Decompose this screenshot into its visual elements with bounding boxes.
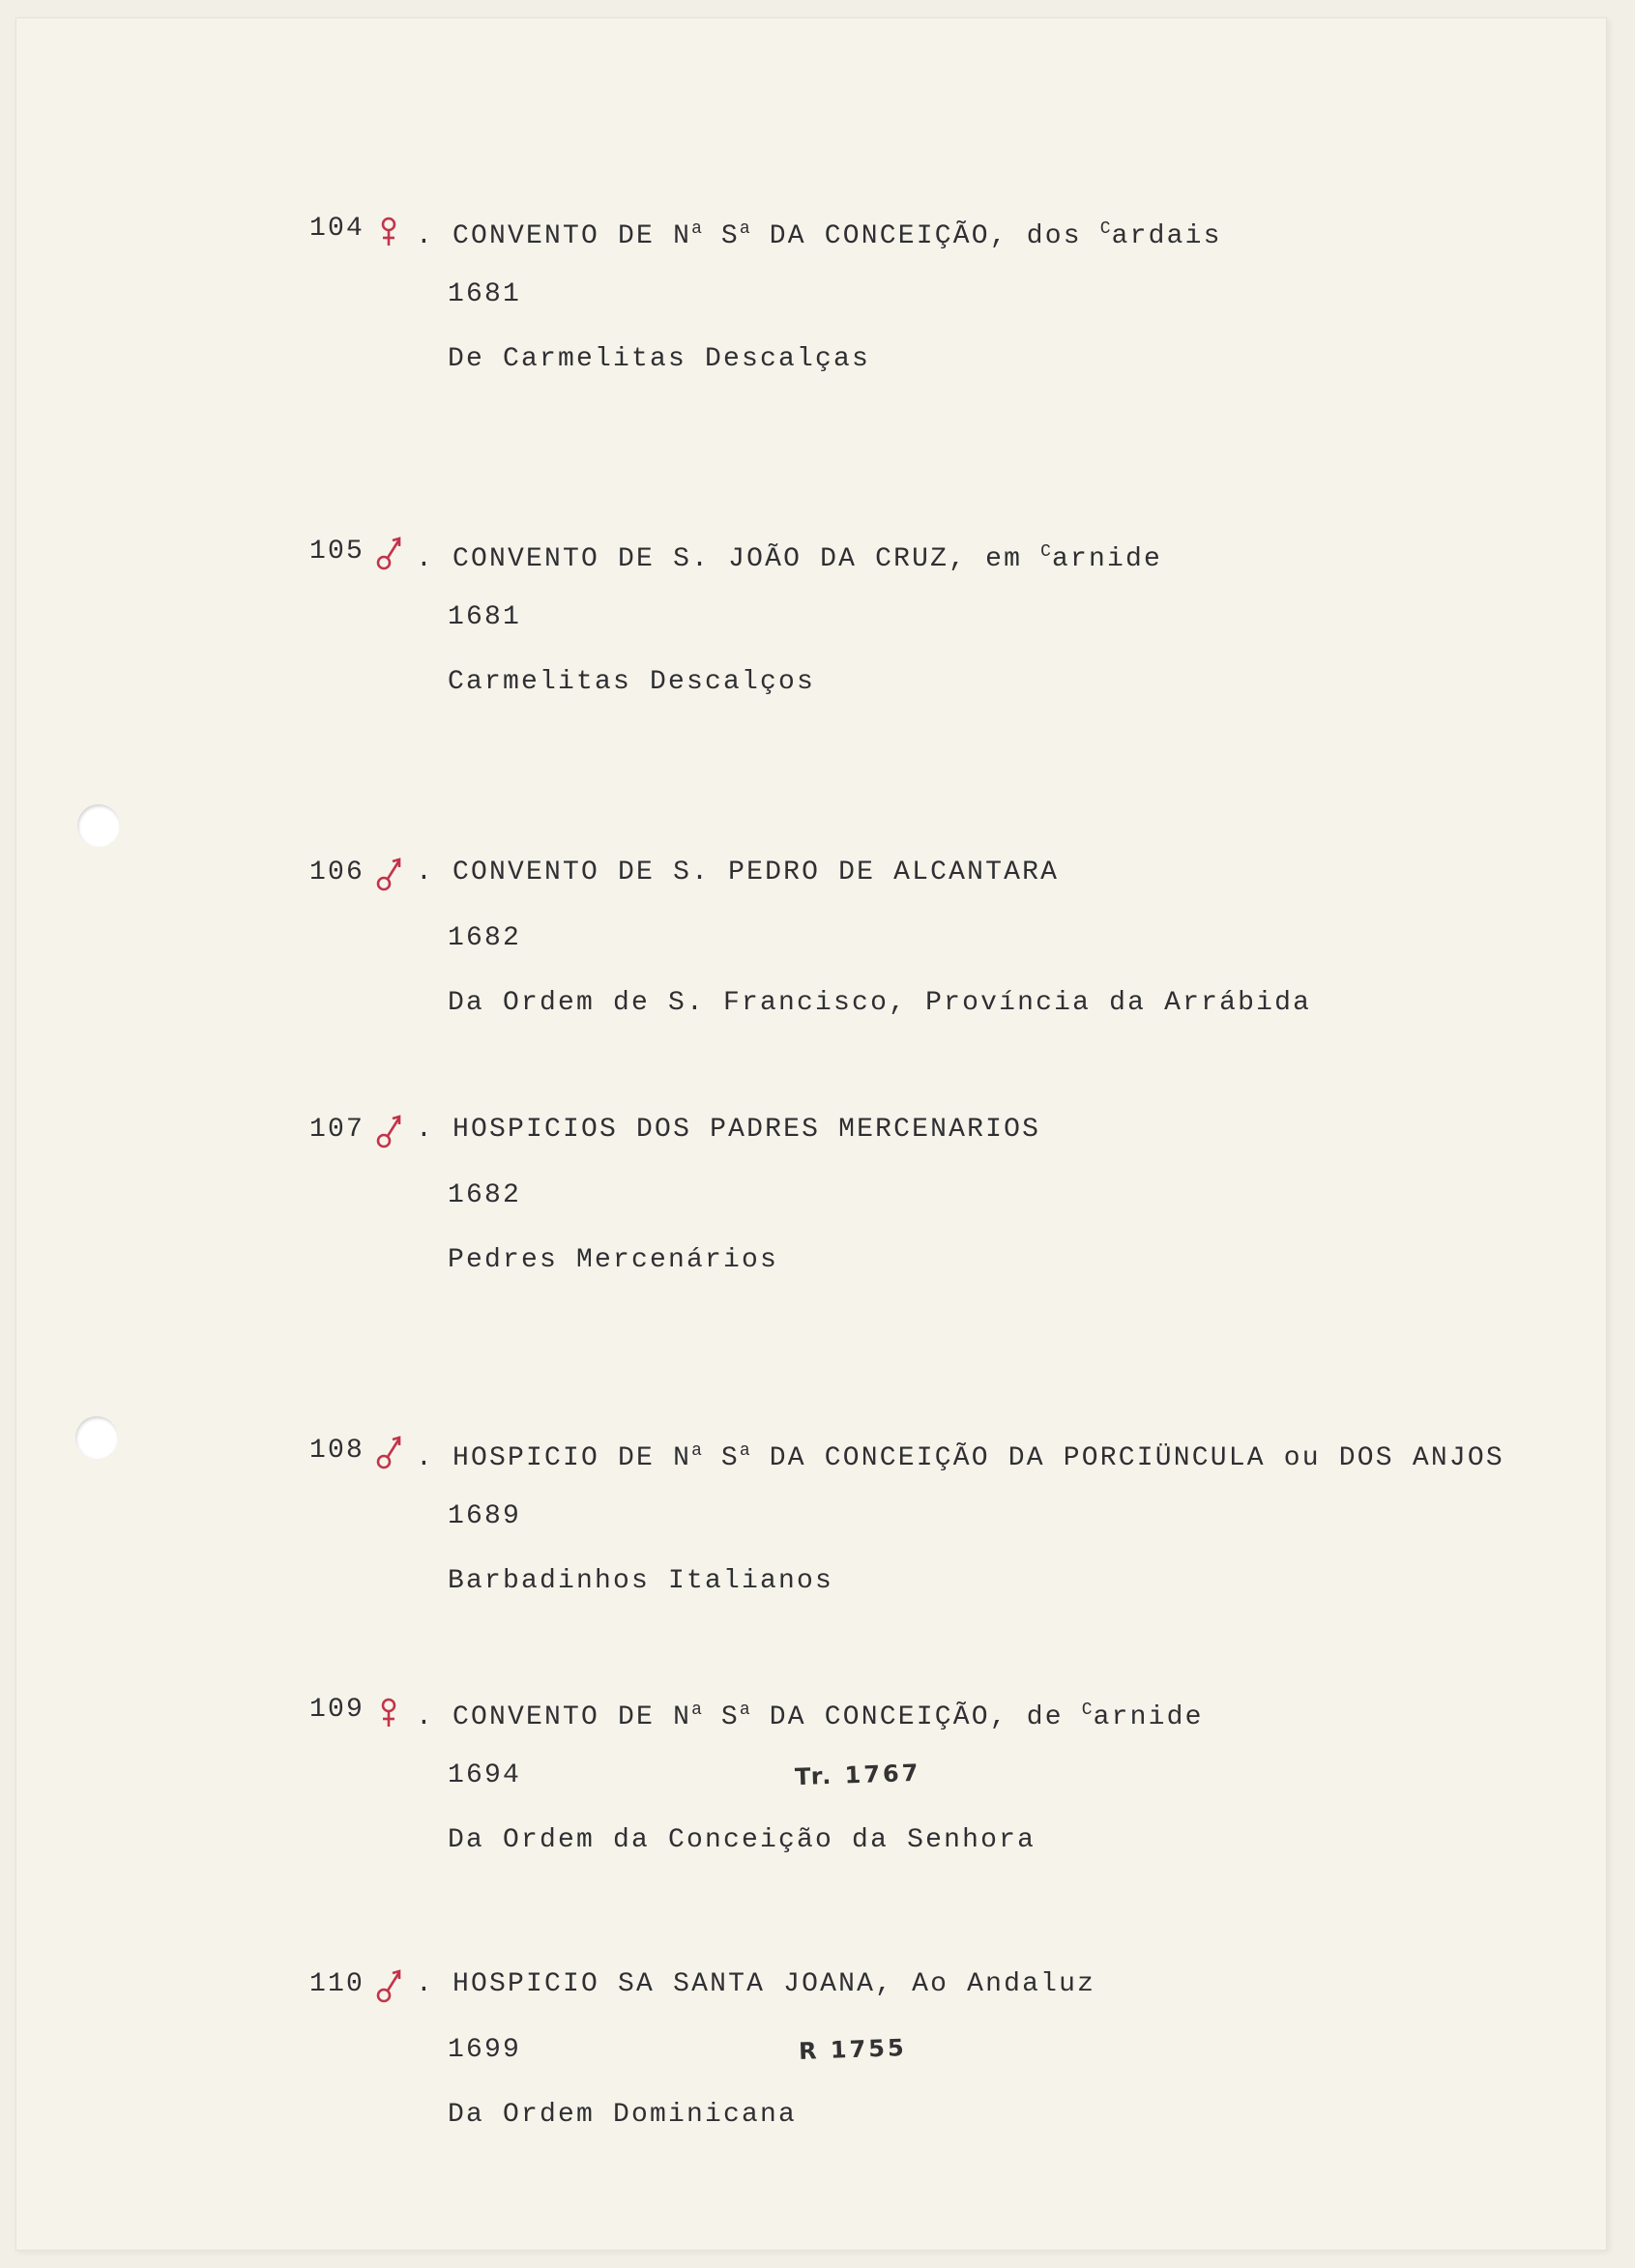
entry-number: 107 xyxy=(309,1115,365,1145)
entry-number: 106 xyxy=(309,858,365,887)
entry-order: De Carmelitas Descalças xyxy=(448,344,871,374)
entry-order: Pedres Mercenários xyxy=(448,1245,779,1275)
handwritten-note: Tr. 1767 xyxy=(794,1759,921,1791)
punch-hole-lower xyxy=(75,1416,118,1459)
entry-year: 1699 xyxy=(448,2035,522,2065)
entry-order: Da Ordem de S. Francisco, Província da Arrábida xyxy=(448,988,1312,1018)
entry-title: . HOSPICIO SA SANTA JOANA, Ao Andaluz xyxy=(416,1969,1096,1999)
entry-number: 109 xyxy=(309,1695,365,1725)
entry-year: 1682 xyxy=(448,923,522,953)
entry-title: . CONVENTO DE S. PEDRO DE ALCANTARA xyxy=(416,858,1060,887)
male-symbol-icon xyxy=(373,1966,406,2005)
entry-order: Da Ordem da Conceição da Senhora xyxy=(448,1825,1036,1855)
entry-title: . CONVENTO DE $N^a$ $S^a$ DA CONCEIÇÃO, de $^C$arnide xyxy=(416,1701,1204,1732)
punch-hole-upper xyxy=(77,804,120,847)
entry-year: 1681 xyxy=(448,279,522,309)
female-symbol-icon xyxy=(373,1692,406,1730)
handwritten-note: R 1755 xyxy=(798,2034,908,2065)
entry-year: 1689 xyxy=(448,1501,522,1531)
entry-number: 105 xyxy=(309,537,365,567)
entry-order: Barbadinhos Italianos xyxy=(448,1566,834,1596)
entry-title: . HOSPICIO DE $N^a$ $S^a$ DA CONCEIÇÃO DA PORCIÜNCULA ou DOS ANJOS xyxy=(416,1441,1504,1473)
entry-order: Da Ordem Dominicana xyxy=(448,2100,798,2130)
entry-number: 110 xyxy=(309,1969,365,1999)
male-symbol-icon xyxy=(373,534,406,572)
entry-order: Carmelitas Descalços xyxy=(448,667,816,697)
entry-title: . CONVENTO DE $N^a$ $S^a$ DA CONCEIÇÃO, dos $^C$ardais xyxy=(416,219,1222,251)
female-symbol-icon xyxy=(373,211,406,249)
entry-year: 1682 xyxy=(448,1180,522,1210)
male-symbol-icon xyxy=(373,1433,406,1471)
entry-year: 1694 xyxy=(448,1760,522,1790)
entry-title: . HOSPICIOS DOS PADRES MERCENARIOS xyxy=(416,1115,1041,1145)
entry-title: . CONVENTO DE S. JOÃO DA CRUZ, em $^C$arnide xyxy=(416,542,1162,574)
entry-year: 1681 xyxy=(448,602,522,632)
entry-number: 108 xyxy=(309,1436,365,1466)
entry-number: 104 xyxy=(309,214,365,244)
male-symbol-icon xyxy=(373,855,406,893)
male-symbol-icon xyxy=(373,1112,406,1150)
